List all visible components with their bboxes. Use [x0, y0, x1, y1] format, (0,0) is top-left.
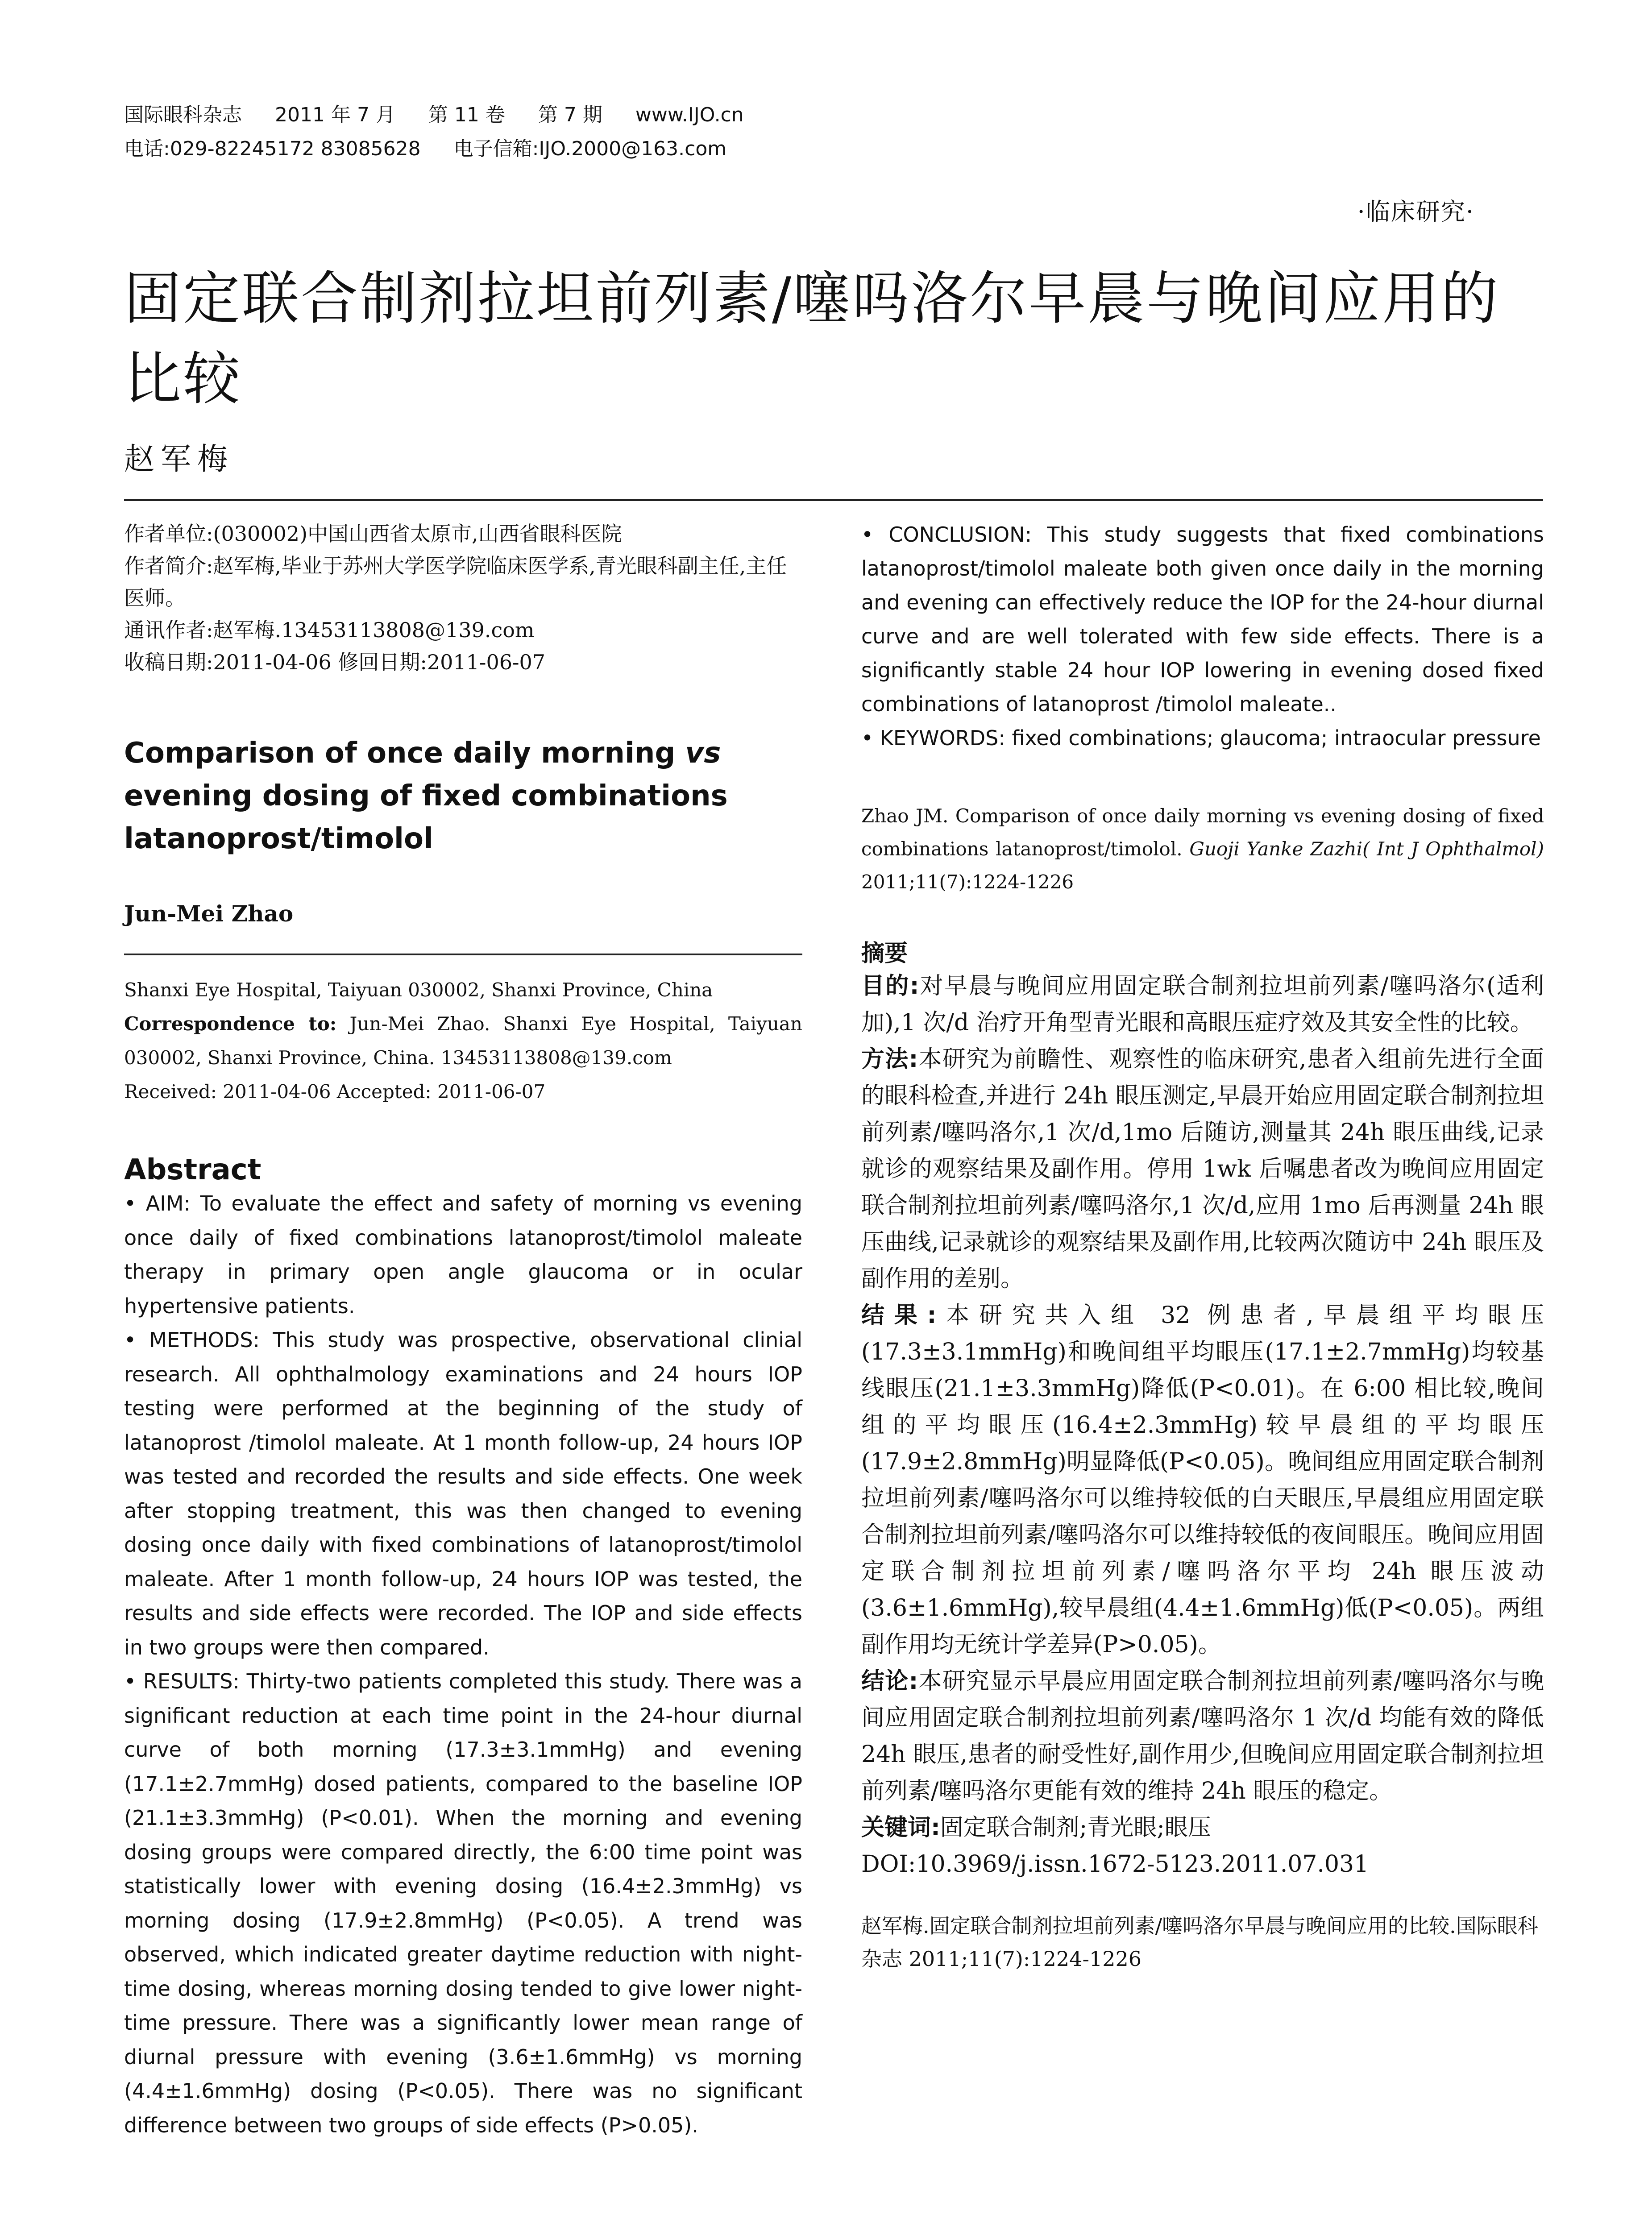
abstract-aim: • AIM: To evaluate the effect and safety of morning vs evening once daily of fixed combinations latanoprost/timolol maleate therapy in primary open angle glaucoma or in ocular hypertensive patients. [124, 1191, 802, 1318]
issue: 第 7 期 [538, 104, 602, 126]
cn-aim-text: 对早晨与晚间应用固定联合制剂拉坦前列素/噻吗洛尔(适利加),1 次/d 治疗开角型青光眼和高眼压症疗效及其安全性的比较。 [861, 973, 1544, 1036]
abstract-results: • RESULTS: Thirty-two patients completed this study. There was a significant reduction at each time point in the 24-hour diurnal curve of both morning (17.3±3.1mmHg) and evening (17.1±2.7mmHg) dosed patients, compared to the baseline IOP (21.1±3.3mmHg) (P<0.01). When the morning and evening dosing groups were compared directly, the 6:00 time point was statistically lower with evening dosing (16.4±2.3mmHg) vs morning dosing (17.9±2.8mmHg) (P<0.05). A trend was observed, which indicated greater daytime reduction with night-time dosing, whereas morning dosing tended to give lower night-time pressure. There was a significantly lower mean range of diurnal pressure with evening (3.6±1.6mmHg) vs morning (4.4±1.6mmHg) dosing (P<0.05). There was no significant difference between two groups of side effects (P>0.05). [124, 1669, 802, 2137]
affiliation-address: Shanxi Eye Hospital, Taiyuan 030002, Shanxi Province, China [124, 979, 713, 1001]
author-name-en: Jun-Mei Zhao [124, 900, 294, 927]
citation-en-post: 2011;11(7):1224-1226 [861, 871, 1074, 893]
cn-keywords-text: 固定联合制剂;青光眼;眼压 [940, 1814, 1211, 1841]
submission-dates: 收稿日期:2011-04-06 修回日期:2011-06-07 [124, 650, 546, 674]
cn-abstract-results [861, 1297, 1544, 1663]
abstract-methods: • METHODS: This study was prospective, observational clinial research. All ophthalmology examinations and 24 hours IOP testing were performed at the beginning of the study of latanoprost /timolol maleate. At 1 month follow-up, 24 hours IOP was tested and recorded the results and side effects. One week after stopping treatment, this was then changed to evening dosing once daily with fixed combinations of latanoprost/timolol maleate. After 1 month follow-up, 24 hours IOP was tested, the results and side effects were recorded. The IOP and side effects in two groups were then compared. [124, 1328, 802, 1659]
cn-abstract-conclusion [861, 1663, 1544, 1809]
abstract-keywords: • KEYWORDS: fixed combinations; glaucoma; intraocular pressure [861, 726, 1541, 750]
cn-abstract-heading: 摘要 [861, 940, 908, 967]
correspondence-label: Correspondence to: [124, 1013, 337, 1035]
author-info [124, 518, 802, 678]
journal-header [124, 98, 1106, 166]
journal-header-row-2 [124, 132, 1106, 166]
section-label: ·临床研究· [1357, 198, 1474, 226]
mid-divider [124, 954, 802, 955]
email[interactable]: 电子信箱:IJO.2000@163.com [453, 137, 727, 160]
citation-en-pre: Zhao JM. Comparison of once daily morning vs evening dosing of fixed combinations latanoprost/timolol. [861, 805, 1544, 860]
author-bio: 作者简介:赵军梅,毕业于苏州大学医学院临床医学系,青光眼科副主任,主任医师。 [124, 554, 787, 610]
article-title-cn: 固定联合制剂拉坦前列素/噻吗洛尔早晨与晚间应用的比较 [124, 265, 1500, 412]
cn-abstract-keywords [861, 1809, 1544, 1846]
journal-header-row-1 [124, 98, 1106, 132]
correspondence-text: Jun-Mei Zhao. Shanxi Eye Hospital, Taiyuan 030002, Shanxi Province, China. 13453113808@139.com [124, 1013, 802, 1069]
cn-conclusion-label: 结论: [861, 1668, 918, 1695]
doi[interactable]: DOI:10.3969/j.issn.1672-5123.2011.07.031 [861, 1851, 1369, 1878]
title-en-pre: Comparison of once daily morning [124, 737, 685, 770]
cn-aim-label: 目的: [861, 973, 919, 999]
cn-methods-text: 本研究为前瞻性、观察性的临床研究,患者入组前先进行全面的眼科检查,并进行 24h 眼压测定,早晨开始应用固定联合制剂拉坦前列素/噻吗洛尔,1 次/d,1mo 后随访,测量其 24h 眼压曲线,记录就诊的观察结果及副作用。停用 1wk 后嘱患者改为晚间应用固定联合制剂拉坦前列素/噻吗洛尔,1 次/d,应用 1mo 后再测量 24h 眼压曲线,记录就诊的观察结果及副作用,比较两次随访中 24h 眼压及副作用的差别。 [861, 1046, 1544, 1292]
author-name-cn: 赵军梅 [124, 442, 234, 477]
abstract-heading: Abstract [124, 1153, 261, 1186]
received-accepted: Received: 2011-04-06 Accepted: 2011-06-07 [124, 1081, 546, 1103]
volume: 第 11 卷 [428, 104, 505, 126]
phone: 电话:029-82245172 83085628 [124, 137, 421, 160]
article-title-en [124, 732, 802, 860]
author-unit: 作者单位:(030002)中国山西省太原市,山西省眼科医院 [124, 522, 622, 546]
title-en-post: evening dosing of fixed combinations latanoprost/timolol [124, 780, 728, 855]
cn-results-label: 结果: [861, 1302, 937, 1329]
cn-abstract-methods [861, 1041, 1544, 1297]
title-en-vs: vs [685, 737, 721, 770]
left-column [124, 518, 802, 2142]
cn-keywords-label: 关键词: [861, 1814, 940, 1841]
issue-date: 2011 年 7 月 [275, 104, 395, 126]
author-contact: 通讯作者:赵军梅.13453113808@139.com [124, 618, 535, 642]
abstract-conclusion: • CONCLUSION: This study suggests that fixed combinations latanoprost/timolol maleate both given once daily in the morning and evening can effectively reduce the IOP for the 24-hour diurnal curve and are well tolerated with few side effects. There is a significantly stable 24 hour IOP lowering in evening dosed fixed combinations of latanoprost /timolol maleate.. [861, 523, 1544, 716]
right-column [861, 518, 1544, 1975]
cn-abstract-aim [861, 968, 1544, 1041]
affiliation [124, 973, 802, 1109]
citation-cn: 赵军梅.固定联合制剂拉坦前列素/噻吗洛尔早晨与晚间应用的比较.国际眼科杂志 2011;11(7):1224-1226 [861, 1914, 1538, 1971]
journal-name: 国际眼科杂志 [124, 104, 242, 126]
cn-results-text: 本研究共入组 32 例患者,早晨组平均眼压(17.3±3.1mmHg)和晚间组平均眼压(17.1±2.7mmHg)均较基线眼压(21.1±3.3mmHg)降低(P<0.01)。在 6:00 相比较,晚间组的平均眼压(16.4±2.3mmHg)较早晨组的平均眼压(17.9±2.8mmHg)明显降低(P<0.05)。晚间组应用固定联合制剂拉坦前列素/噻吗洛尔可以维持较低的白天眼压,早晨组应用固定联合制剂拉坦前列素/噻吗洛尔可以维持较低的夜间眼压。晚间应用固定联合制剂拉坦前列素/噻吗洛尔平均 24h 眼压波动(3.6±1.6mmHg),较早晨组(4.4±1.6mmHg)低(P<0.05)。两组副作用均无统计学差异(P>0.05)。 [861, 1302, 1544, 1658]
correspondence [124, 1007, 802, 1075]
citation-en [861, 800, 1544, 899]
cn-methods-label: 方法: [861, 1046, 918, 1073]
cn-conclusion-text: 本研究显示早晨应用固定联合制剂拉坦前列素/噻吗洛尔与晚间应用固定联合制剂拉坦前列素/噻吗洛尔 1 次/d 均能有效的降低 24h 眼压,患者的耐受性好,副作用少,但晚间应用固定联合制剂拉坦前列素/噻吗洛尔更能有效的维持 24h 眼压的稳定。 [861, 1668, 1544, 1804]
website-link[interactable]: www.IJO.cn [635, 104, 744, 126]
top-divider [124, 499, 1543, 501]
citation-en-journal: Guoji Yanke Zazhi( Int J Ophthalmol) [1189, 838, 1544, 860]
